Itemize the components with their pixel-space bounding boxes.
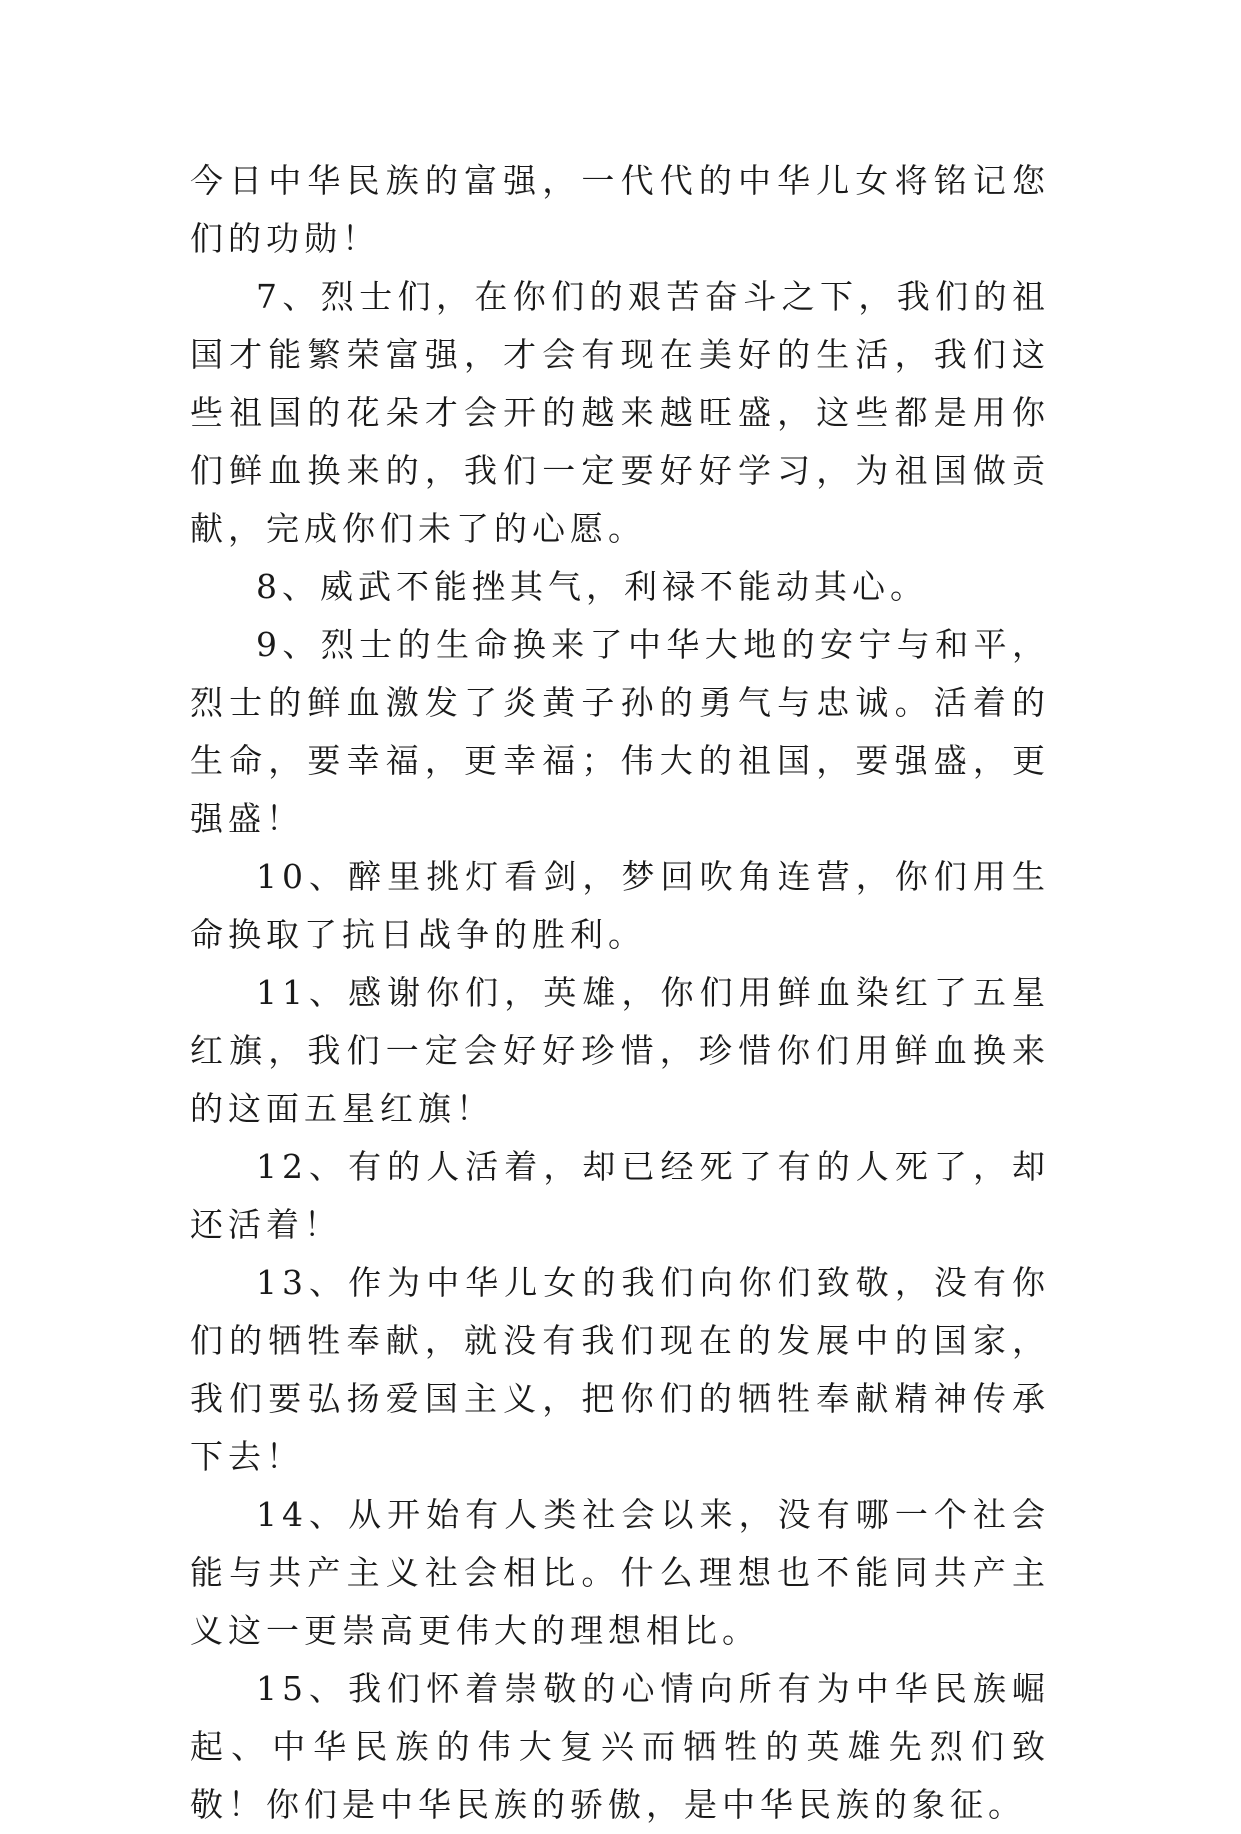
document-body — [190, 152, 1050, 1834]
paragraph-item-12: 12、有的人活着，却已经死了有的人死了，却还活着！ — [190, 1147, 1050, 1244]
paragraph-item-13: 13、作为中华儿女的我们向你们致敬，没有你们的牺牲奉献，就没有我们现在的发展中的国家，我们要弘扬爱国主义，把你们的牺牲奉献精神传承下去！ — [190, 1263, 1050, 1476]
paragraph-item-8: 8、威武不能挫其气，利禄不能动其心。 — [256, 567, 928, 606]
paragraph-item-10: 10、醉里挑灯看剑，梦回吹角连营，你们用生命换取了抗日战争的胜利。 — [190, 857, 1050, 954]
paragraph-item-9: 9、烈士的生命换来了中华大地的安宁与和平，烈士的鲜血激发了炎黄子孙的勇气与忠诚。活着的生命，要幸福，更幸福；伟大的祖国，要强盛，更强盛！ — [190, 625, 1050, 838]
paragraph-item-7: 7、烈士们，在你们的艰苦奋斗之下，我们的祖国才能繁荣富强，才会有现在美好的生活，我们这些祖国的花朵才会开的越来越旺盛，这些都是用你们鲜血换来的，我们一定要好好学习，为祖国做贡献，完成你们未了的心愿。 — [190, 277, 1050, 548]
paragraph-continuation: 今日中华民族的富强，一代代的中华儿女将铭记您们的功勋！ — [190, 161, 1050, 258]
paragraph-item-14: 14、从开始有人类社会以来，没有哪一个社会能与共产主义社会相比。什么理想也不能同共产主义这一更崇高更伟大的理想相比。 — [190, 1495, 1050, 1650]
paragraph-item-15: 15、我们怀着崇敬的心情向所有为中华民族崛起、中华民族的伟大复兴而牺牲的英雄先烈们致敬！你们是中华民族的骄傲，是中华民族的象征。 — [190, 1669, 1050, 1824]
paragraph-item-11: 11、感谢你们，英雄，你们用鲜血染红了五星红旗，我们一定会好好珍惜，珍惜你们用鲜血换来的这面五星红旗！ — [190, 973, 1050, 1128]
